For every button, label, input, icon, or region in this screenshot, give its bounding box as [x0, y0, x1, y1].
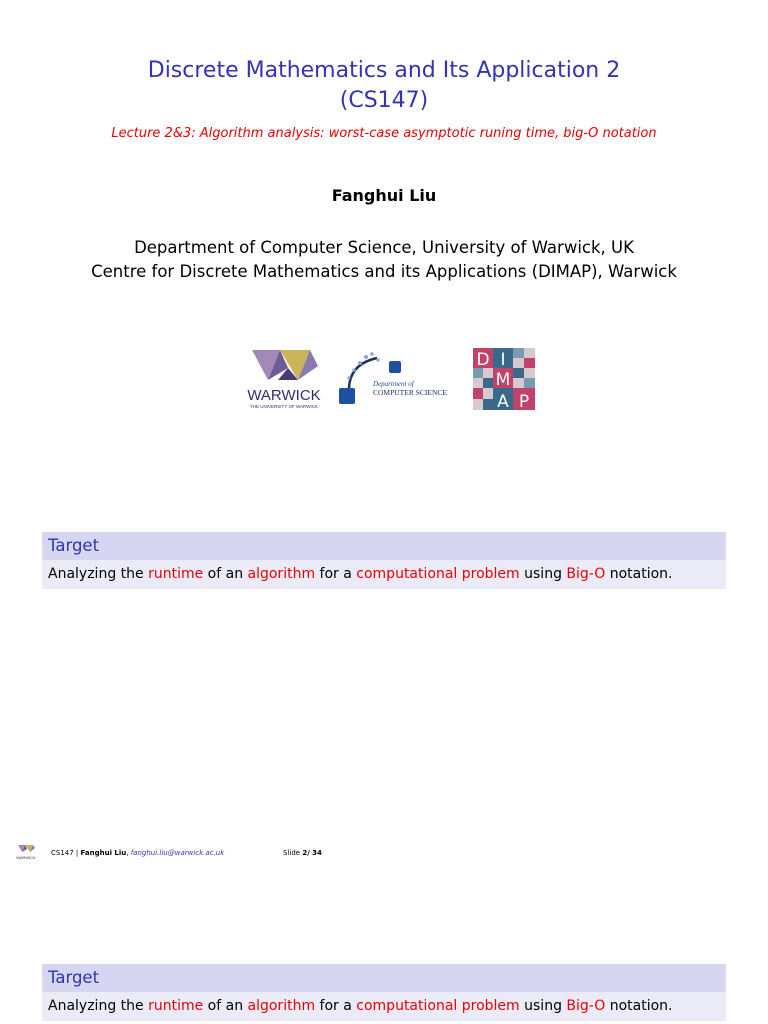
author-name: Fanghui Liu [331, 186, 437, 205]
title-line-2: (CS147) [339, 88, 429, 113]
highlight-runtime: runtime [148, 566, 204, 582]
lecture-subtitle: Lecture 2&3: Algorithm analysis: worst-case asymptotic runing time, big-O notation [111, 126, 657, 141]
footer-author: Fanghui Liu [80, 849, 127, 857]
footer-warwick-logo [14, 843, 40, 863]
affiliation-line-2: Centre for Discrete Mathematics and its Applications (DIMAP), Warwick [91, 262, 677, 281]
target-block-heading: Target [42, 532, 726, 560]
dcs-logo [339, 352, 447, 404]
footer-slide-number: Slide 2/ 34 [283, 849, 322, 857]
warwick-logo [247, 350, 320, 409]
footer-course: CS147 [51, 849, 74, 857]
warwick-logo-subtext: THE UNIVERSITY OF WARWICK [250, 404, 318, 409]
footer-info: CS147 | Fanghui Liu, fanghui.liu@warwick.ac.uk [51, 849, 225, 857]
dimap-letter-m: M [495, 370, 511, 390]
slide-footer [14, 843, 344, 863]
footer-email-link[interactable]: fanghui.liu@warwick.ac.uk [130, 849, 225, 857]
footer-logo-text: WARWICK [16, 855, 36, 860]
dimap-letter-a: A [497, 392, 509, 412]
dimap-logo [473, 348, 535, 412]
dimap-letter-i: I [500, 350, 506, 370]
dimap-letter-p: P [518, 392, 530, 412]
target-block-repeat [42, 964, 726, 1021]
target-block [42, 532, 726, 589]
slide-title [0, 56, 768, 116]
highlight-algorithm: algorithm [247, 566, 316, 582]
affiliation [0, 236, 768, 284]
institution-logos [232, 344, 542, 414]
target-block-repeat-heading: Target [42, 964, 726, 992]
dcs-logo-bottom-text: COMPUTER SCIENCE [373, 388, 447, 397]
warwick-logo-text: WARWICK [247, 387, 321, 404]
title-line-1: Discrete Mathematics and Its Application 2 [147, 58, 621, 83]
target-block-text: Analyzing the runtime of an algorithm for a computational problem using Big-O notation. [42, 560, 726, 589]
target-block-repeat-text: Analyzing the runtime of an algorithm for a computational problem using Big-O notation. [42, 992, 726, 1021]
affiliation-line-1: Department of Computer Science, University of Warwick, UK [134, 238, 634, 257]
dcs-logo-top-text: Department of [373, 380, 414, 388]
dimap-letter-d: D [476, 350, 490, 370]
highlight-big-o: Big-O [566, 566, 606, 582]
highlight-computational-problem: computational problem [356, 566, 520, 582]
